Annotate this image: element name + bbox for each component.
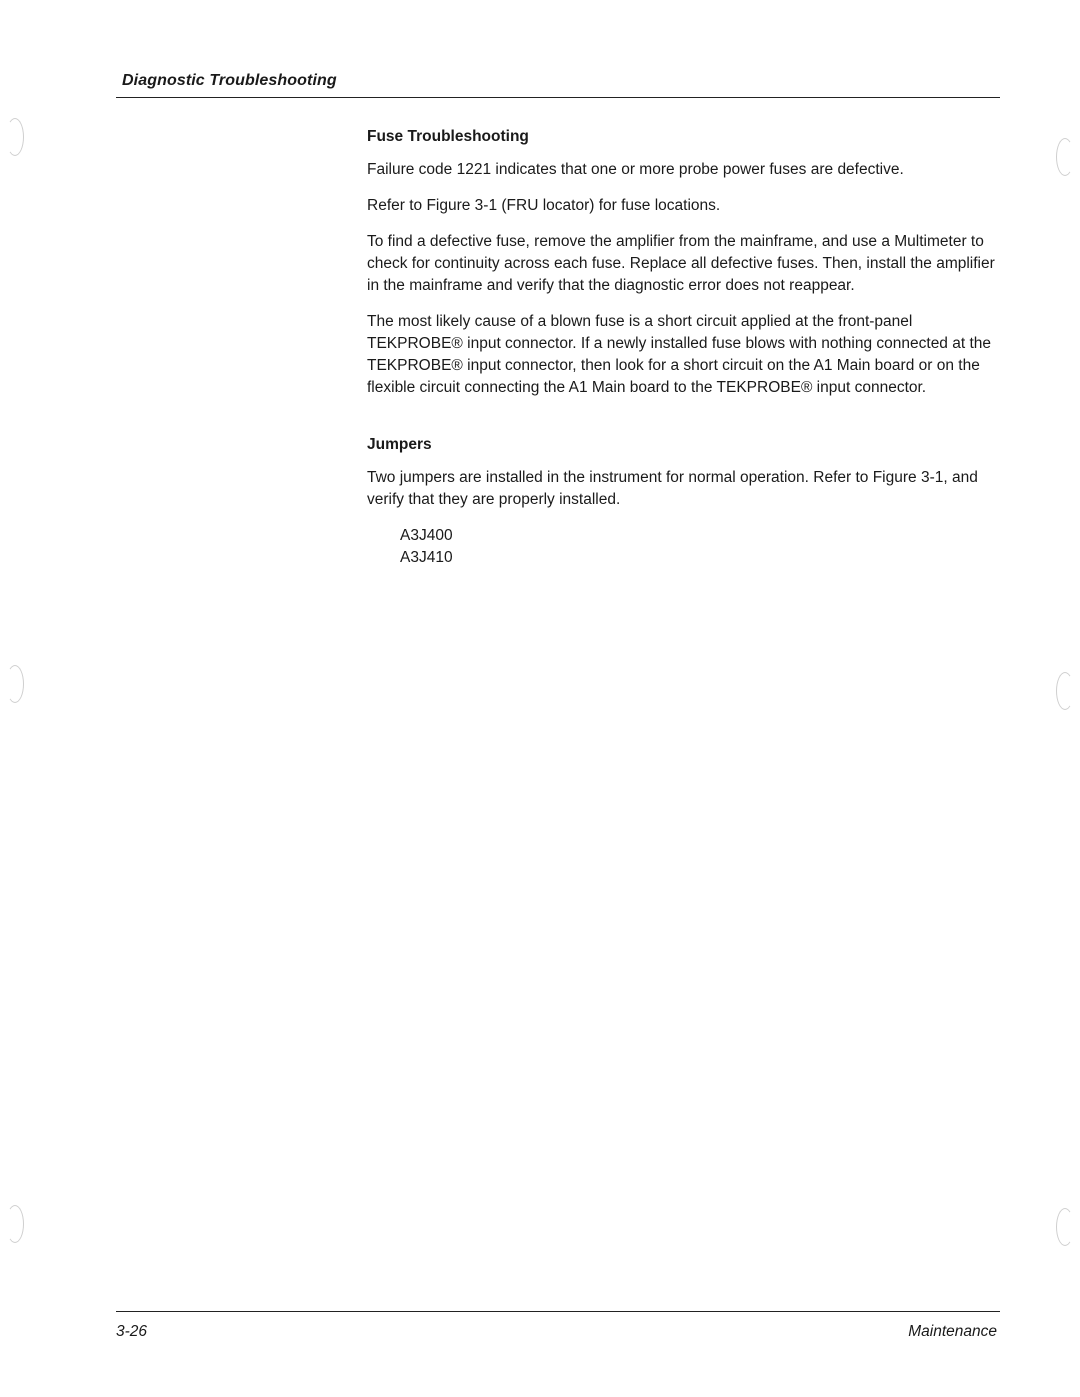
section-fuse-troubleshooting xyxy=(367,127,1007,399)
footer-rule xyxy=(116,1311,1000,1312)
binder-hole-mark xyxy=(1056,1208,1074,1246)
running-header-title: Diagnostic Troubleshooting xyxy=(122,72,337,89)
jumper-list xyxy=(400,525,1007,569)
paragraph: To find a defective fuse, remove the amplifier from the mainframe, and use a Multimeter to check for continuity across each fuse. Replace all defective fuses. Then, install the amplifier in the mainframe and verify that the diagnostic error does not reappear. xyxy=(367,233,995,294)
paragraph: Refer to Figure 3-1 (FRU locator) for fuse locations. xyxy=(367,197,721,214)
binder-hole-mark xyxy=(6,118,24,156)
paragraph: The most likely cause of a blown fuse is a short circuit applied at the front-panel TEKPROBE® input connector. If a newly installed fuse blows with nothing connected at the TEKPROBE® input connector, then look for a short circuit on the A1 Main board or on the flexible circuit connecting the A1 Main board to the TEKPROBE® input connector. xyxy=(367,313,992,396)
main-content xyxy=(367,127,1007,569)
header-rule xyxy=(116,97,1000,98)
binder-hole-mark xyxy=(6,665,24,703)
list-item: A3J410 xyxy=(400,549,453,566)
paragraph: Failure code 1221 indicates that one or more probe power fuses are defective. xyxy=(367,161,904,178)
section-heading: Fuse Troubleshooting xyxy=(367,128,529,145)
binder-hole-mark xyxy=(1056,138,1074,176)
page-number: 3-26 xyxy=(116,1323,148,1340)
footer-section-name: Maintenance xyxy=(908,1323,997,1340)
binder-hole-mark xyxy=(6,1205,24,1243)
section-heading: Jumpers xyxy=(367,436,432,453)
section-jumpers xyxy=(367,435,1007,569)
paragraph: Two jumpers are installed in the instrument for normal operation. Refer to Figure 3-1, and verify that they are properly installed. xyxy=(367,469,978,508)
binder-hole-mark xyxy=(1056,672,1074,710)
list-item: A3J400 xyxy=(400,527,453,544)
